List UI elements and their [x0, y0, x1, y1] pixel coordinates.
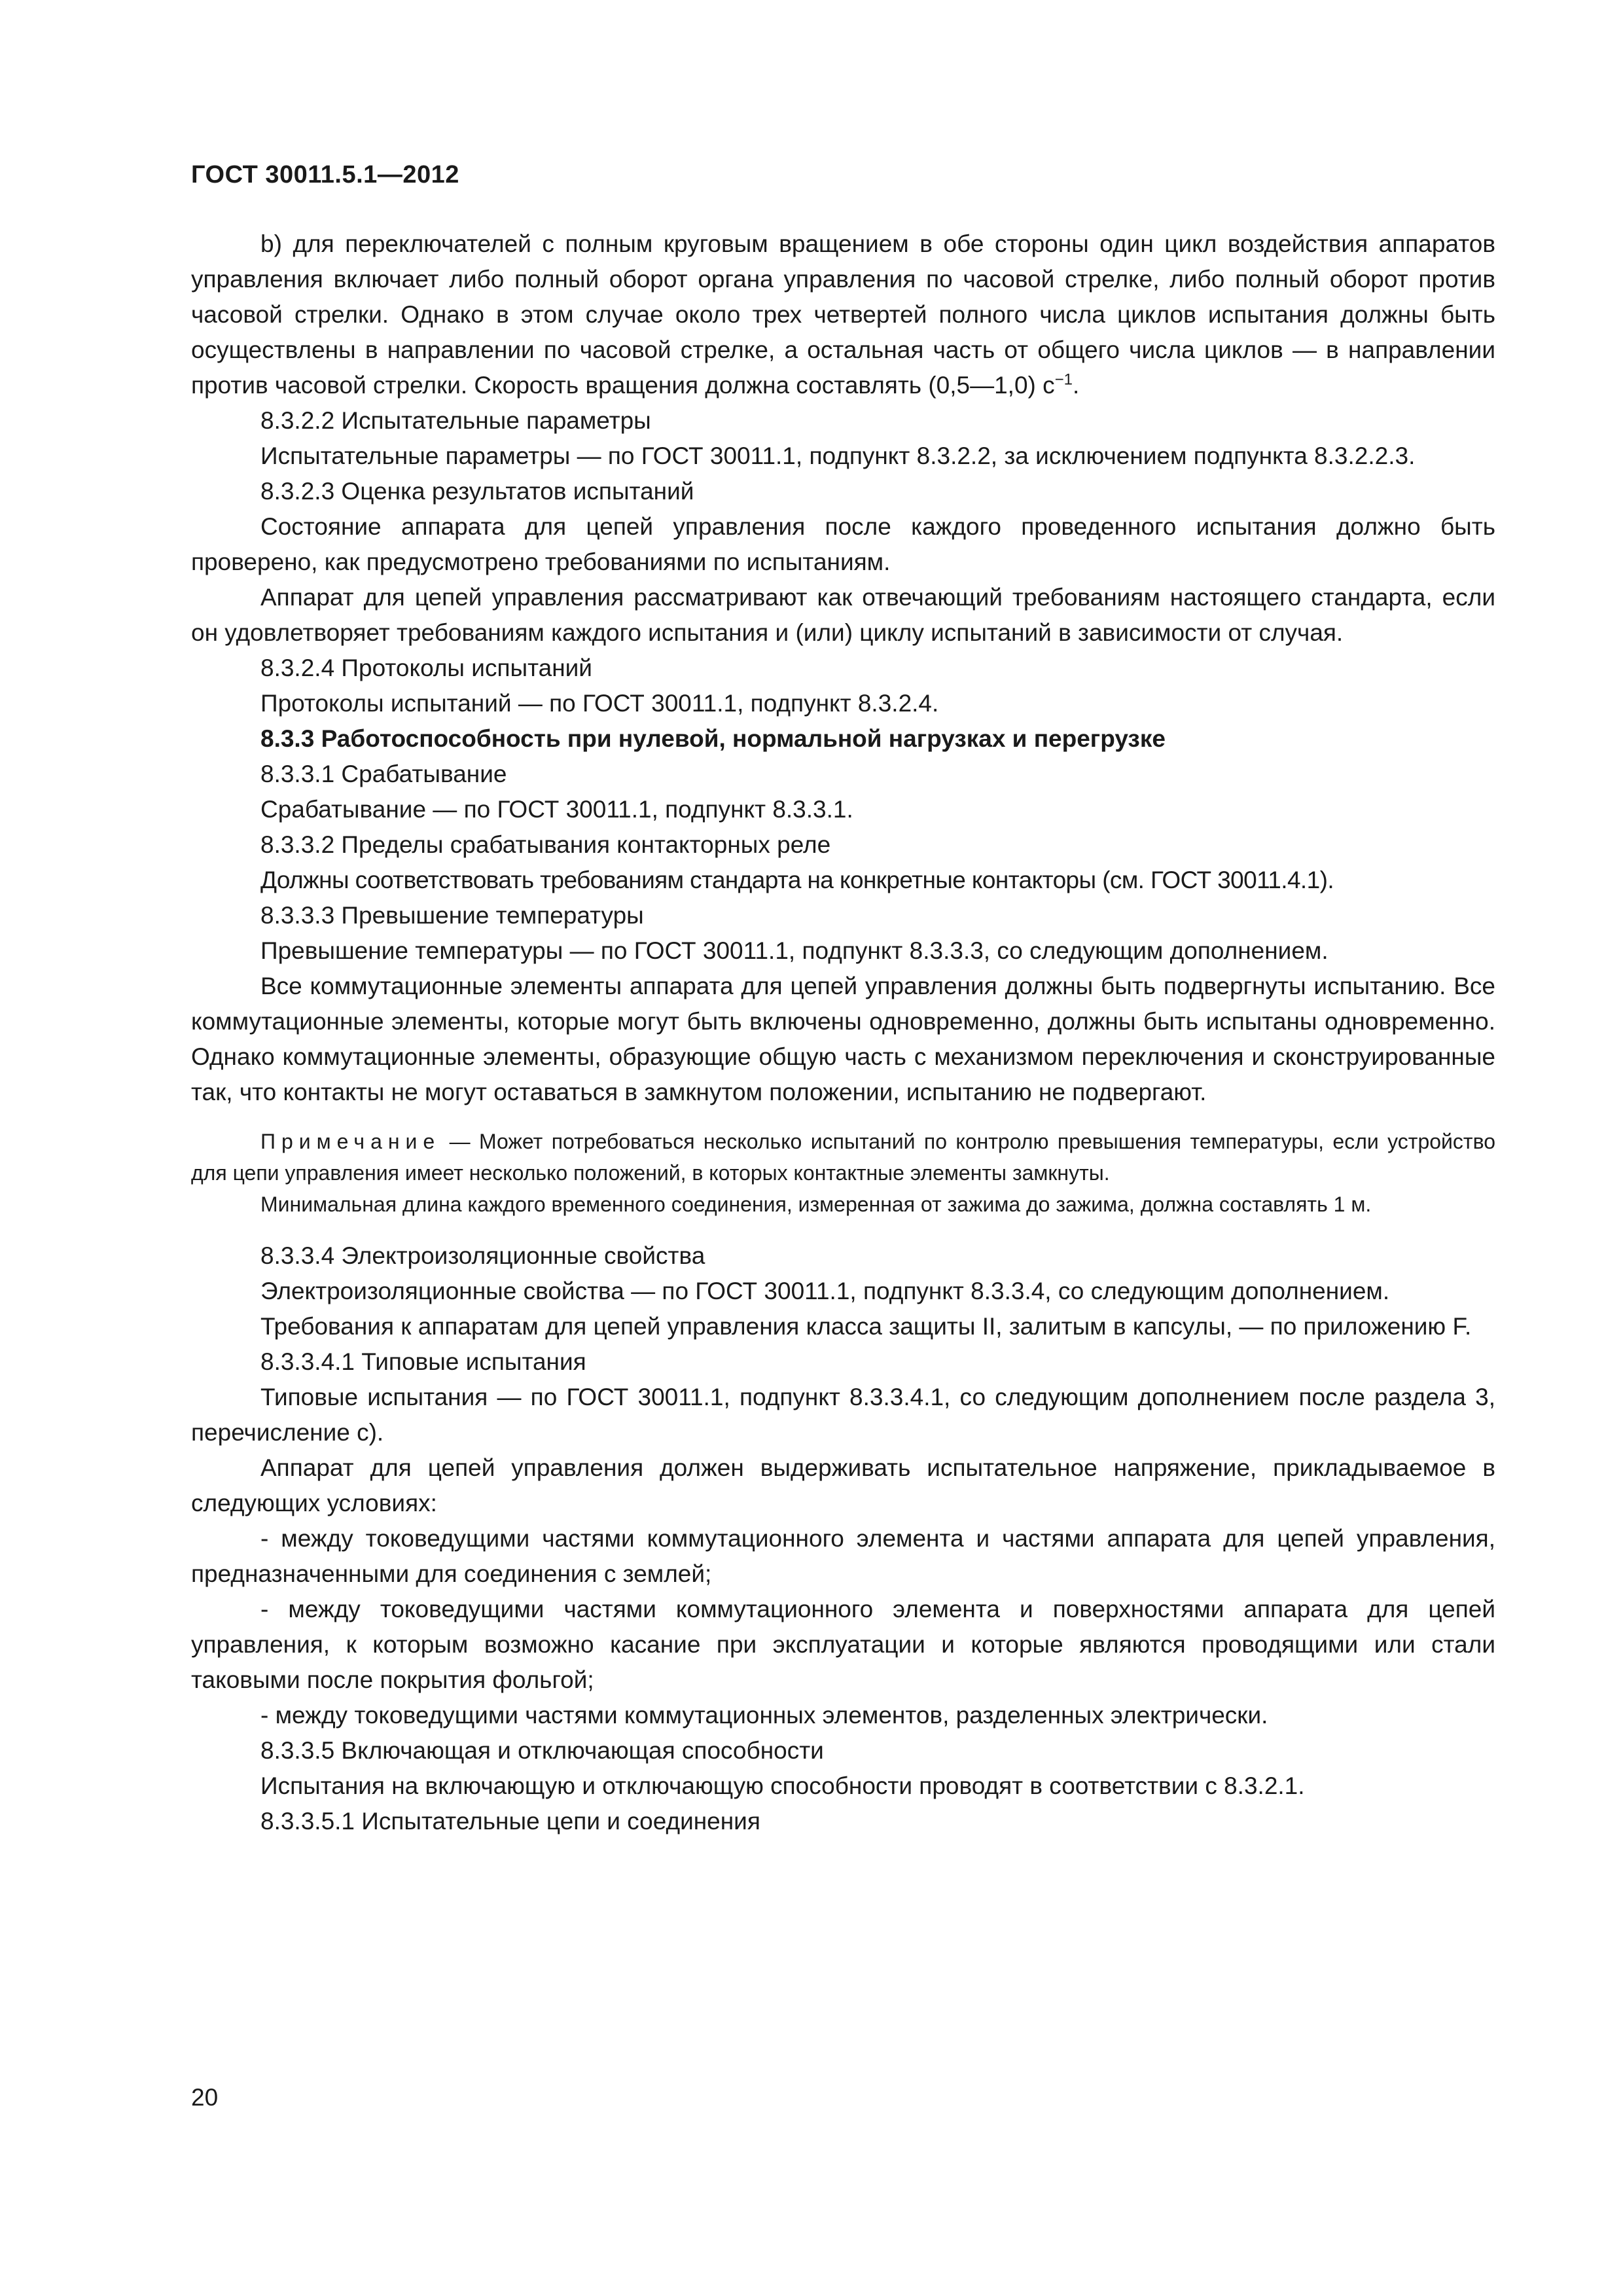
note-text: — Может потребоваться несколько испытаний по контролю превышения температуры, если устройство для цепи управления имеет несколько положений, в которых контактные элементы замкнуты. [191, 1130, 1495, 1185]
subsection-heading: 8.3.3.4 Электроизоляционные свойства [260, 1242, 705, 1269]
subsection-heading: 8.3.3.1 Срабатывание [260, 761, 507, 787]
paragraph: Должны соответствовать требованиям стандарта на конкретные контакторы (см. ГОСТ 30011.4.1). [260, 867, 1334, 893]
subsection-heading: 8.3.3.4.1 Типовые испытания [260, 1348, 586, 1375]
paragraph: Превышение температуры — по ГОСТ 30011.1, подпункт 8.3.3.3, со следующим дополнением. [260, 937, 1329, 964]
paragraph: Все коммутационные элементы аппарата для цепей управления должны быть подвергнуты испытанию. Все коммутационные элементы, которые могут быть включены одновременно, должны быть испытаны одновременно. Однако коммутационные элементы, образующие общую часть с механизмом переключения и сконструированные так, что контакты не могут оставаться в замкнутом положении, испытанию не подвергают. [191, 973, 1495, 1105]
subsection-heading: 8.3.3.5 Включающая и отключающая способности [260, 1737, 824, 1764]
superscript: −1 [1054, 370, 1073, 389]
subsection-heading: 8.3.2.4 Протоколы испытаний [260, 655, 592, 681]
paragraph: Испытания на включающую и отключающую способности проводят в соответствии с 8.3.2.1. [260, 1772, 1305, 1799]
note-paragraph [191, 1126, 1495, 1189]
document-header: ГОСТ 30011.5.1—2012 [191, 161, 459, 188]
list-item: - между токоведущими частями коммутационного элемента и частями аппарата для цепей управления, предназначенными для соединения с землей; [191, 1525, 1495, 1587]
note-label: Примечание [260, 1130, 441, 1153]
section-heading: 8.3.3 Работоспособность при нулевой, нормальной нагрузках и перегрузке [260, 725, 1166, 752]
document-body [191, 226, 1495, 1839]
subsection-heading: 8.3.2.2 Испытательные параметры [260, 407, 651, 434]
paragraph: Электроизоляционные свойства — по ГОСТ 30011.1, подпункт 8.3.3.4, со следующим дополнением. [260, 1278, 1390, 1304]
paragraph-end: . [1073, 372, 1080, 399]
paragraph: Срабатывание — по ГОСТ 30011.1, подпункт 8.3.3.1. [260, 796, 853, 823]
note-paragraph: Минимальная длина каждого временного соединения, измеренная от зажима до зажима, должна составлять 1 м. [260, 1193, 1372, 1216]
subsection-heading: 8.3.3.3 Превышение температуры [260, 902, 644, 929]
paragraph [191, 226, 1495, 403]
paragraph: Протоколы испытаний — по ГОСТ 30011.1, подпункт 8.3.2.4. [260, 690, 939, 717]
subsection-heading: 8.3.2.3 Оценка результатов испытаний [260, 478, 694, 505]
paragraph: Аппарат для цепей управления рассматривают как отвечающий требованиям настоящего стандарта, если он удовлетворяет требованиям каждого испытания и (или) циклу испытаний в зависимости от случая. [191, 584, 1495, 646]
list-item: - между токоведущими частями коммутационных элементов, разделенных электрически. [260, 1702, 1268, 1729]
paragraph: Испытательные параметры — по ГОСТ 30011.1, подпункт 8.3.2.2, за исключением подпункта 8.3.2.2.3. [260, 442, 1416, 469]
paragraph: Типовые испытания — по ГОСТ 30011.1, подпункт 8.3.3.4.1, со следующим дополнением после раздела 3, перечисление с). [191, 1384, 1495, 1446]
paragraph: Аппарат для цепей управления должен выдерживать испытательное напряжение, прикладываемое в следующих условиях: [191, 1454, 1495, 1516]
paragraph-text: b) для переключателей с полным круговым вращением в обе стороны один цикл воздействия аппаратов управления включает либо полный оборот органа управления по часовой стрелке, либо полный оборот против часовой стрелки. Однако в этом случае около трех четвертей полного числа циклов испытания должны быть осуществлены в направлении по часовой стрелке, а остальная часть от общего числа циклов — в направлении против часовой стрелки. Скорость вращения должна составлять (0,5—1,0) с [191, 230, 1495, 399]
subsection-heading: 8.3.3.2 Пределы срабатывания контакторных реле [260, 831, 831, 858]
paragraph: Требования к аппаратам для цепей управления класса защиты II, залитым в капсулы, — по приложению F. [260, 1313, 1472, 1340]
subsection-heading: 8.3.3.5.1 Испытательные цепи и соединения [260, 1808, 760, 1835]
page-number: 20 [191, 2084, 219, 2111]
paragraph: Состояние аппарата для цепей управления после каждого проведенного испытания должно быть проверено, как предусмотрено требованиями по испытаниям. [191, 513, 1495, 575]
list-item: - между токоведущими частями коммутационного элемента и поверхностями аппарата для цепей управления, к которым возможно касание при эксплуатации и которые являются проводящими или стали таковыми после покрытия фольгой; [191, 1596, 1495, 1693]
